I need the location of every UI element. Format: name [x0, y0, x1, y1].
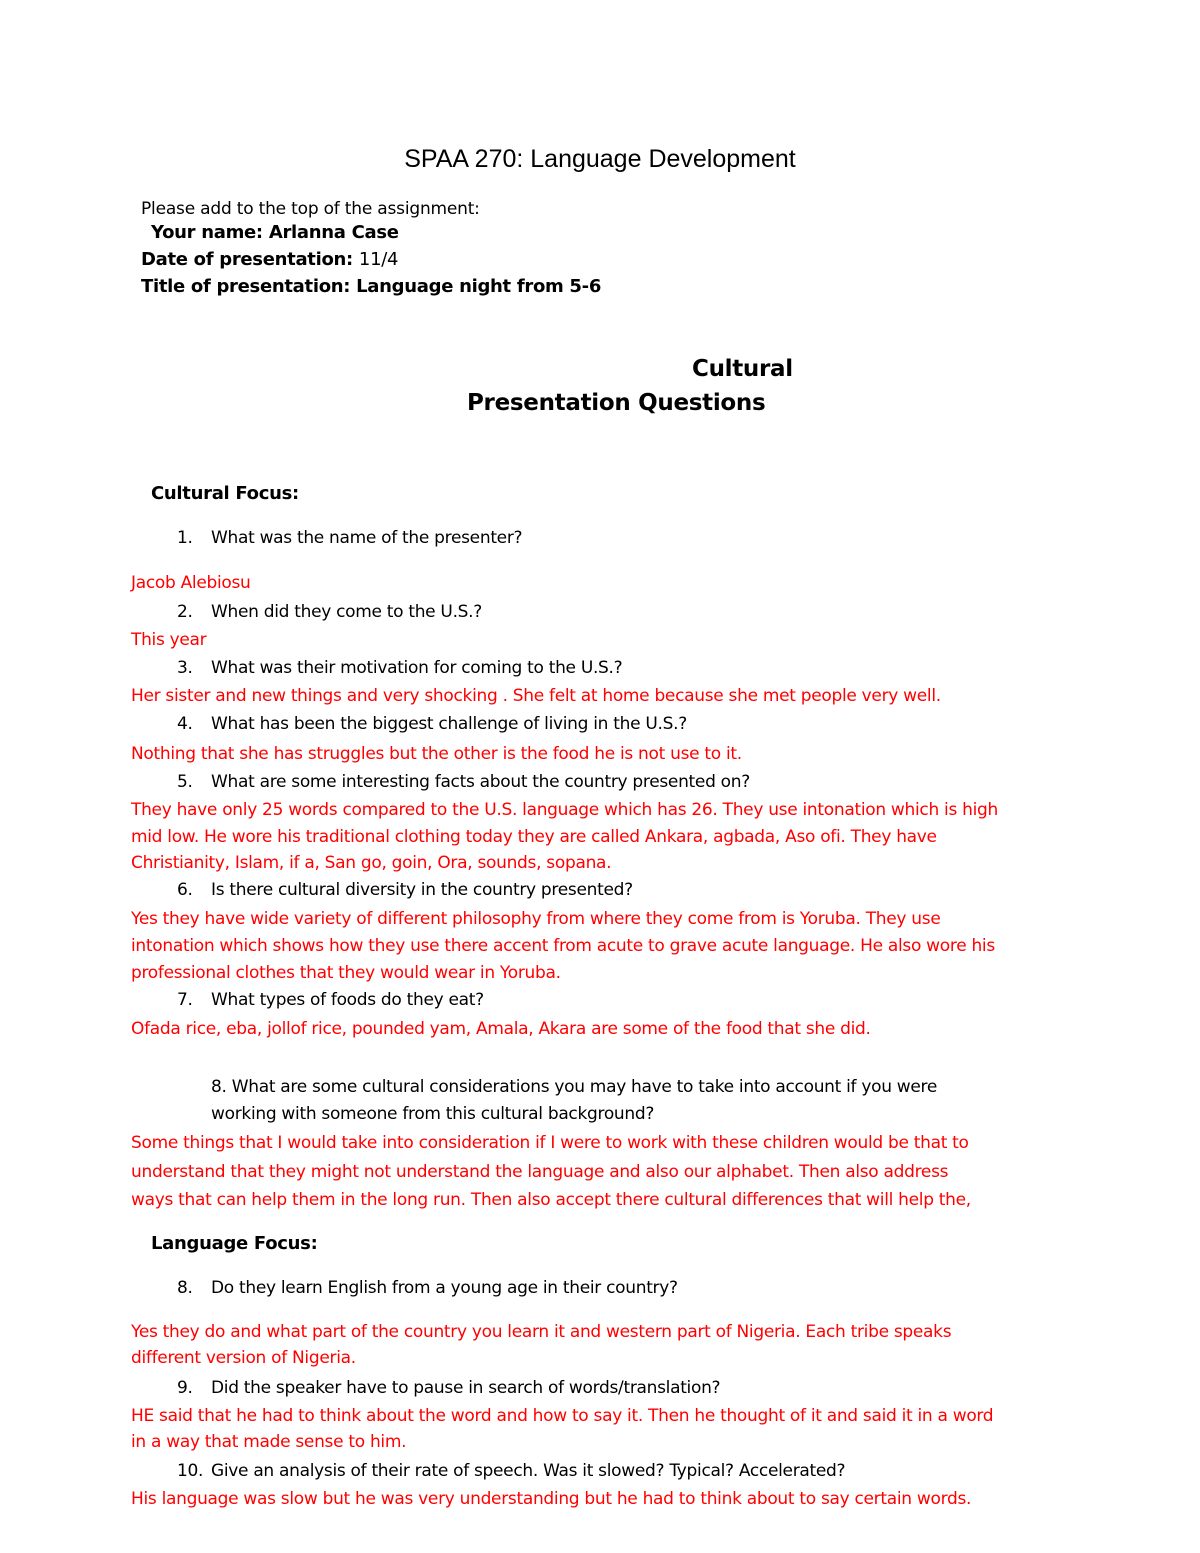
question-8-line-2: working with someone from this cultural background? [211, 1104, 655, 1124]
answer-8-line-3: ways that can help them in the long run. Then also accept there cultural differences that will help the, [131, 1190, 971, 1210]
presentation-title-label: Title of presentation: [141, 276, 351, 297]
language-answer-9-line-2: in a way that made sense to him. [131, 1432, 407, 1452]
answer-8-line-1: Some things that I would take into consideration if I were to work with these children would be that to [131, 1133, 969, 1153]
answer-6-line-3: professional clothes that they would wear in Yoruba. [131, 963, 561, 983]
presentation-title-value: Language night from 5-6 [356, 276, 602, 297]
language-focus-label: Language Focus: [151, 1233, 318, 1254]
question-text: What has been the biggest challenge of living in the U.S.? [211, 714, 687, 734]
question-3 [177, 660, 622, 677]
question-text: What types of foods do they eat? [211, 990, 484, 1010]
answer-5-line-1: They have only 25 words compared to the U.S. language which has 26. They use intonation which is high [131, 800, 998, 820]
date-value: 11/4 [358, 249, 399, 270]
name-value: Arlanna Case [268, 222, 399, 243]
answer-2: This year [131, 630, 207, 650]
name-label: Your name: [151, 222, 263, 243]
heading-cultural: Cultural [692, 356, 793, 382]
question-6 [177, 882, 633, 899]
question-number: 2. [177, 602, 193, 622]
answer-3: Her sister and new things and very shocking . She felt at home because she met people very well. [131, 686, 941, 706]
answer-7: Ofada rice, eba, jollof rice, pounded yam, Amala, Akara are some of the food that she did. [131, 1019, 871, 1039]
question-7 [177, 992, 484, 1009]
question-number: 4. [177, 714, 193, 734]
question-number: 1. [177, 528, 193, 548]
presentation-title-field [141, 278, 601, 296]
answer-4: Nothing that she has struggles but the other is the food he is not use to it. [131, 744, 742, 764]
question-text: Do they learn English from a young age in their country? [211, 1278, 678, 1298]
question-text: Is there cultural diversity in the country presented? [211, 880, 633, 900]
question-text: What was the name of the presenter? [211, 528, 523, 548]
language-answer-10: His language was slow but he was very understanding but he had to think about to say certain words. [131, 1489, 972, 1509]
language-answer-8-line-2: different version of Nigeria. [131, 1348, 356, 1368]
header-note: Please add to the top of the assignment: [141, 199, 480, 219]
question-number: 3. [177, 658, 193, 678]
question-2 [177, 604, 482, 621]
question-4 [177, 716, 687, 733]
question-8-line-1: 8. What are some cultural considerations you may have to take into account if you were [211, 1077, 938, 1097]
question-1 [177, 530, 522, 547]
course-title: SPAA 270: Language Development [404, 145, 796, 173]
language-question-9 [177, 1380, 720, 1397]
question-text: Give an analysis of their rate of speech. Was it slowed? Typical? Accelerated? [211, 1461, 846, 1481]
answer-1: Jacob Alebiosu [131, 573, 251, 593]
question-text: Did the speaker have to pause in search of words/translation? [211, 1378, 721, 1398]
language-answer-9-line-1: HE said that he had to think about the word and how to say it. Then he thought of it and said it in a word [131, 1406, 994, 1426]
name-field [151, 224, 399, 242]
heading-presentation-questions: Presentation Questions [467, 390, 766, 416]
question-number: 10. [177, 1461, 204, 1481]
language-question-10 [177, 1463, 845, 1480]
answer-5-line-3: Christianity, Islam, if a, San go, goin, Ora, sounds, sopana. [131, 853, 612, 873]
answer-6-line-1: Yes they have wide variety of different philosophy from where they come from is Yoruba. They use [131, 909, 941, 929]
question-number: 5. [177, 772, 193, 792]
answer-6-line-2: intonation which shows how they use there accent from acute to grave acute language. He also wore his [131, 936, 995, 956]
cultural-focus-label: Cultural Focus: [151, 483, 299, 504]
answer-8-line-2: understand that they might not understand the language and also our alphabet. Then also address [131, 1162, 949, 1182]
question-text: What are some interesting facts about the country presented on? [211, 772, 750, 792]
question-number: 6. [177, 880, 193, 900]
question-number: 7. [177, 990, 193, 1010]
question-number: 8. [177, 1278, 193, 1298]
question-number: 9. [177, 1378, 193, 1398]
question-text: What was their motivation for coming to the U.S.? [211, 658, 623, 678]
question-text: When did they come to the U.S.? [211, 602, 483, 622]
answer-5-line-2: mid low. He wore his traditional clothing today they are called Ankara, agbada, Aso ofi. They have [131, 827, 937, 847]
date-label: Date of presentation: [141, 249, 353, 270]
question-5 [177, 774, 750, 791]
language-answer-8-line-1: Yes they do and what part of the country you learn it and western part of Nigeria. Each tribe speaks [131, 1322, 952, 1342]
date-field [141, 251, 398, 269]
language-question-8 [177, 1280, 678, 1297]
